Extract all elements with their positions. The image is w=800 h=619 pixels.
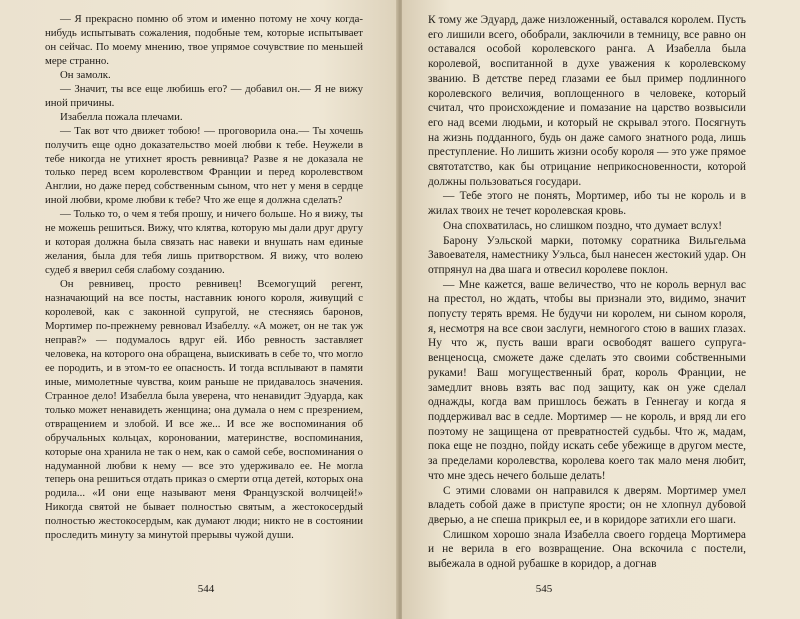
paragraph: К тому же Эдуард, даже низложенный, оставался королем. Пусть его лишили всего, обобрали, заключили в темницу, все равно он оставался особой королевского ранга. А Изабелла была королевой, воспитанной в духе уважения к королевскому званию. В детстве перед глазами ее был пример подлинного королевского величия, воплощенного в человеке, который считал, что происхождение и помазание на царство возвысили его над всеми людьми, и который не скрывал этого. Посягнуть на жизнь подданного, будь он даже самого знатного рода, лишь преступление. Но лишить жизни особу короля — это уже прямое святотатство, как бы отрицание неприкосновенности, которой должны пользоваться государи. bbox=[428, 14, 746, 188]
right-page bbox=[402, 0, 800, 619]
left-page-text bbox=[45, 13, 363, 543]
paragraph: Он замолк. bbox=[60, 68, 111, 81]
paragraph: Слишком хорошо знала Изабелла своего гордеца Мортимера и не верила в его возвращение. Она вскочила с постели, выбежала в одной рубашке в коридор, а догнав bbox=[428, 528, 746, 571]
paragraph: Он ревнивец, просто ревнивец! Всемогущий регент, назначающий на все посты, наставник юного короля, живущий с королевой, как с законной супругой, не стесняясь баронов, Мортимер по-прежнему ревновал Изабеллу. «А может, он не так уж неправ?» — подумалось вдруг ей. Ибо ревность заставляет человека, на которого она обращена, выискивать в себе то, что могло ее породить, и в этом-то ее опасность. И тогда всплывают в памяти иные, мимолетные чувства, коим раньше не придавалось значения. Странное дело! Изабелла была уверена, что ненавидит Эдуарда, как только может ненавидеть женщина; она думала о нем с презрением, отвращением и злобой. И все же... И все же воспоминания об обручальных кольцах, короновании, материнстве, воспоминания, которые она хранила не так о нем, как о самой себе, воспоминания о надуманной любви к нему — все это удерживало ее. Не могла теперь она решиться отдать приказ о смерти отца детей, которых она родила... «И они еще называют меня Французской волчицей!» Никогда святой не бывает полностью святым, а жестокосердый полностью жестокосердым, как думают люди; никто не в состоянии проследить минуту за минутой прерывы чужой души. bbox=[45, 278, 363, 542]
paragraph: — Так вот что движет тобою! — проговорила она.— Ты хочешь получить еще одно доказательство моей любви к тебе. Неужели в тебе никогда не утихнет ярость ревнивца? Разве я не доказала не только перед всем королевством Франции и перед королевством Англии, но даже перед собственным сыном, что нет у меня в сердце иной любви, кроме любви к тебе? Что же еще я должна сделать? bbox=[45, 124, 363, 207]
paragraph: — Я прекрасно помню об этом и именно потому не хочу когда-нибудь испытывать сожаления, подобные тем, которые испытывает он сейчас. По моему мнению, твое упрямое сочувствие по меньшей мере странно. bbox=[45, 13, 363, 67]
page-number: 544 bbox=[197, 583, 215, 595]
paragraph: С этими словами он направился к дверям. Мортимер умел владеть собой даже в приступе ярости; он не хлопнул дубовой дверью, а не спеша прикрыл ее, и в коридоре затихли его шаги. bbox=[428, 484, 746, 526]
paragraph: Она спохватилась, но слишком поздно, что думает вслух! bbox=[443, 219, 723, 232]
paragraph: — Мне кажется, ваше величество, что не король вернул вас на престол, но ждать, чтобы вы признали это, видимо, значит попусту терять время. Не будучи ни королем, ни сыном короля, я, несмотря на все свои заслуги, немногого стою в ваших глазах. Ну что ж, пусть ваши враги освободят вашего супруга-венценосца, сможете даже сделать это своими собственными руками! Ваш могущественный брат, король Франции, не замедлит вновь взять вас под защиту, как он уже сделал однажды, когда вам пришлось бежать в Геннегау и когда я поддерживал вас в седле. Мортимер — не король, и вряд ли его поэтому не защищена от превратностей судьбы. Что ж, мадам, пока еще не поздно, пойду искать себе убежище в другом месте, за пределами королевства, королева коего так мало меня любит, что мне здесь нечего больше делать! bbox=[428, 278, 746, 482]
paragraph: — Значит, ты все еще любишь его? — добавил он.— Я не вижу иной причины. bbox=[45, 82, 363, 109]
paragraph: Изабелла пожала плечами. bbox=[60, 110, 183, 123]
page-number: 545 bbox=[535, 583, 553, 595]
paragraph: — Тебе этого не понять, Мортимер, ибо ты не король и в жилах твоих не течет королевская кровь. bbox=[428, 190, 746, 218]
left-page bbox=[0, 0, 398, 619]
paragraph: — Только то, о чем я тебя прошу, и ничего больше. Но я вижу, ты не можешь решиться. Вижу, что клятва, которую мы дали друг другу и которая должна была связать нас навеки и внушать нам единые желания, была для тебя лишь притворством. Я вижу, что волею судеб я вверил себя слабому созданию. bbox=[45, 208, 363, 277]
right-page-text bbox=[428, 13, 746, 572]
paragraph: Барону Уэльской марки, потомку соратника Вильгельма Завоевателя, наместнику Уэльса, был нанесен жестокий удар. Он отпрянул на два шага и отвесил королеве поклон. bbox=[428, 234, 746, 276]
